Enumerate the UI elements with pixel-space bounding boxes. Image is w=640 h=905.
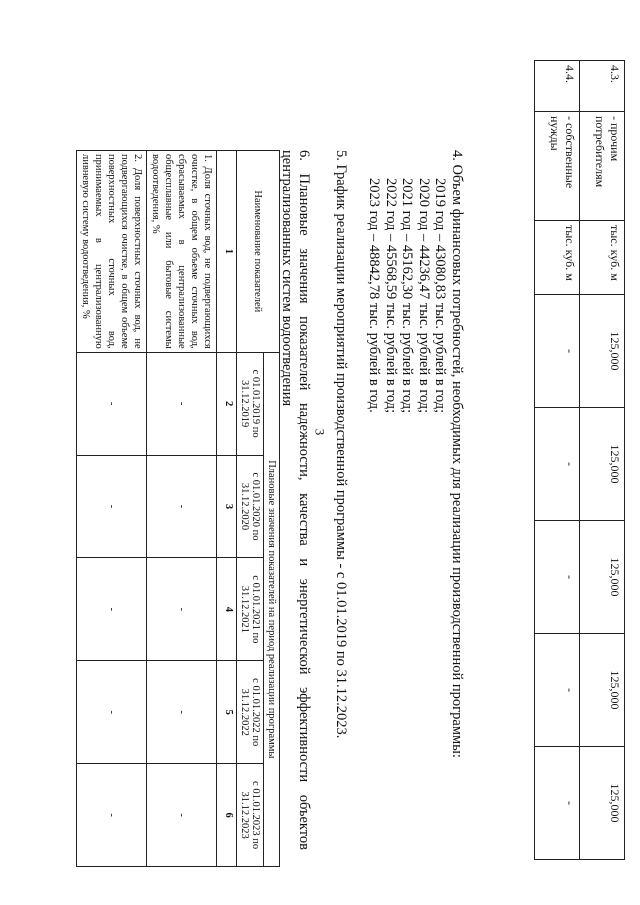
- table-row: [147, 151, 217, 867]
- finance-line: 2020 год – 44236,47 тыс. рублей в год;: [416, 178, 432, 414]
- period-header: с 01.01.2019 по 31.12.2019: [237, 352, 264, 455]
- indicators-heading-line2: централизованных систем водоотведения: [279, 150, 296, 407]
- indicator-value: -: [77, 558, 147, 661]
- indicators-section-heading: [279, 150, 312, 850]
- table-row: [535, 61, 580, 860]
- column-number: 4: [217, 558, 237, 661]
- indicator-value: -: [147, 352, 217, 455]
- column-number: 3: [217, 455, 237, 558]
- indicator-value: -: [147, 455, 217, 558]
- row-value: 125,000: [580, 634, 625, 747]
- indicator-value: -: [147, 661, 217, 764]
- period-header: с 01.01.2022 по 31.12.2022: [237, 661, 264, 764]
- production-volume-table: [534, 60, 625, 860]
- finance-line: 2023 год – 48842,78 тыс. рублей в год.: [366, 178, 383, 413]
- column-number: 5: [217, 661, 237, 764]
- indicator-value: -: [147, 764, 217, 867]
- row-value: 125,000: [580, 747, 625, 860]
- finance-line: 2022 год – 45568,59 тыс. рублей в год;: [383, 178, 399, 414]
- row-number: 4.3.: [580, 61, 625, 112]
- indicator-value: -: [77, 455, 147, 558]
- finance-heading: 4. Объем финансовых потребностей, необходимых для реализации производственной программы:: [449, 150, 465, 758]
- period-header: с 01.01.2020 по 31.12.2020: [237, 455, 264, 558]
- finance-line: 2021 год – 45162,30 тыс. рублей в год;: [399, 178, 416, 414]
- row-value: -: [535, 521, 580, 634]
- row-value: -: [535, 747, 580, 860]
- rotated-page-content: [25, 40, 625, 860]
- row-value: 125,000: [580, 408, 625, 521]
- indicator-value: -: [77, 352, 147, 455]
- period-header: с 01.01.2021 по 31.12.2021: [237, 558, 264, 661]
- indicator-value: -: [77, 764, 147, 867]
- row-value: -: [535, 408, 580, 521]
- indicator-name: 1. Доля сточных вод, не подвергающихся очистке, в общем объеме сточных вод, сбрасываемых в централизованные общесплавные или бытовые системы водоотведения, %: [147, 151, 217, 353]
- planned-values-header: Плановые значения показателей на период реализации программы: [264, 352, 280, 866]
- period-header: с 01.01.2023 по 31.12.2023: [237, 764, 264, 867]
- row-number: 4.4.: [535, 61, 580, 112]
- row-unit: тыс. куб. м: [580, 221, 625, 295]
- column-number: 1: [217, 151, 237, 353]
- row-value: 125,000: [580, 295, 625, 408]
- table-row: [580, 61, 625, 860]
- column-number: 2: [217, 352, 237, 455]
- page-number: 3: [312, 428, 328, 436]
- row-value: -: [535, 634, 580, 747]
- indicator-value: -: [147, 558, 217, 661]
- row-name: - прочим потребителям: [580, 112, 625, 221]
- row-name: - собственные нужды: [535, 112, 580, 221]
- finance-section: [366, 150, 465, 758]
- row-value: 125,000: [580, 521, 625, 634]
- indicator-name-header: Наименование показателей: [237, 151, 280, 353]
- indicators-heading-line1: 6. Плановые значения показателей надежности, качества и энергетической эффективности объектов: [296, 150, 312, 850]
- column-number: 6: [217, 764, 237, 867]
- schedule-section: 5. График реализации мероприятий производственной программы - с 01.01.2019 по 31.12.2023.: [333, 150, 349, 739]
- indicators-table: [76, 150, 280, 867]
- indicator-name: 2. Доля поверхностных сточных вод, не подвергающихся очистке, в общем объеме поверхностных сточных вод, принимаемых в централизованную ливневую систему водоотведения, %: [77, 151, 147, 353]
- row-value: -: [535, 295, 580, 408]
- table-row: [77, 151, 147, 867]
- indicator-value: -: [77, 661, 147, 764]
- row-unit: тыс. куб. м: [535, 221, 580, 295]
- finance-line: 2019 год – 43080,83 тыс. рублей в год;: [432, 178, 449, 414]
